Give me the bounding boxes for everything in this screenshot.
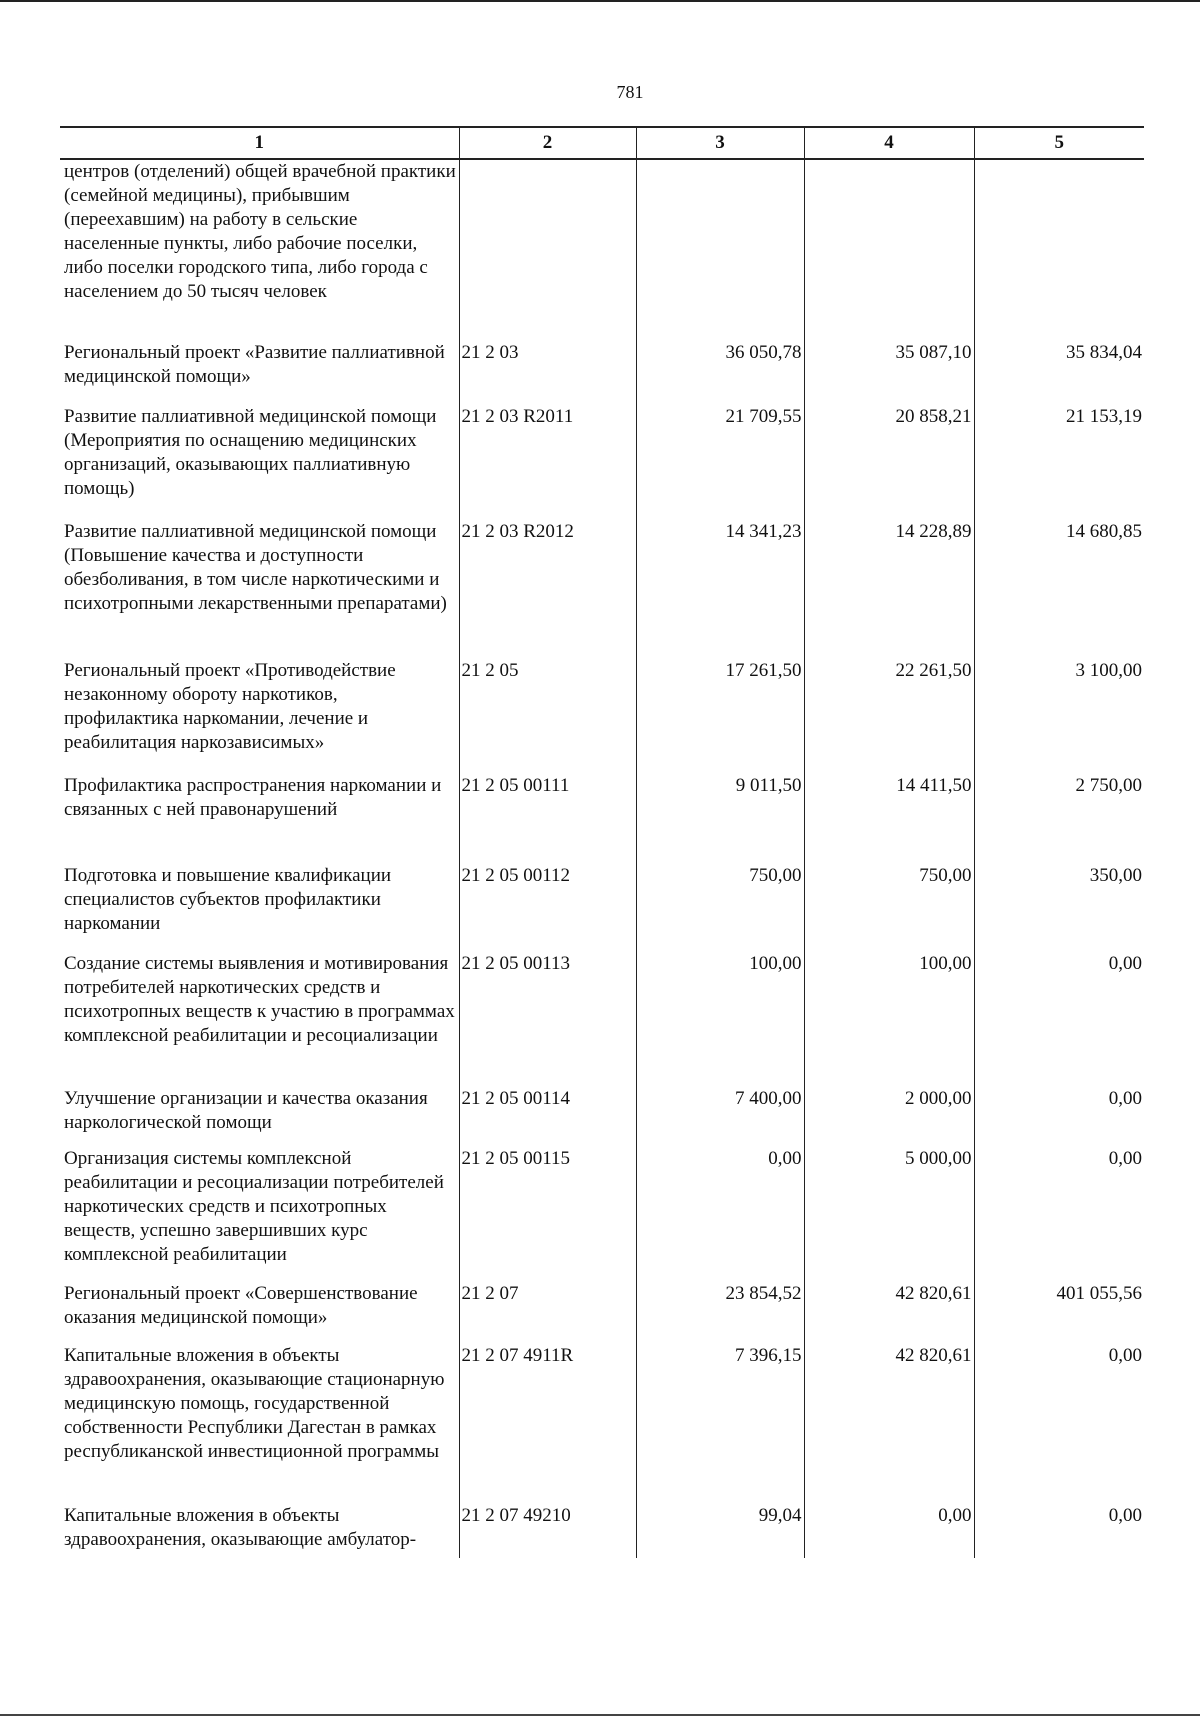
row-name: Подготовка и повышение квалификации специалистов субъектов профилактики наркомании bbox=[60, 864, 459, 952]
row-value-4: 42 820,61 bbox=[804, 1282, 974, 1344]
table-row bbox=[60, 659, 1144, 774]
row-value-5: 0,00 bbox=[974, 1087, 1144, 1147]
row-value-4: 14 411,50 bbox=[804, 774, 974, 864]
row-code: 21 2 03 R2011 bbox=[459, 405, 636, 520]
row-code bbox=[459, 159, 636, 341]
row-value-3: 750,00 bbox=[636, 864, 804, 952]
table-row bbox=[60, 520, 1144, 659]
row-value-5: 0,00 bbox=[974, 1504, 1144, 1558]
row-name: Развитие паллиативной медицинской помощи (Повышение качества и доступности обезболивания, в том числе наркотическими и психотропными лекарственными препаратами) bbox=[60, 520, 459, 659]
row-value-5: 2 750,00 bbox=[974, 774, 1144, 864]
column-header-2: 2 bbox=[459, 127, 636, 159]
row-value-3: 21 709,55 bbox=[636, 405, 804, 520]
row-name: Капитальные вложения в объекты здравоохранения, оказывающие амбулатор- bbox=[60, 1504, 459, 1558]
scan-edge-top bbox=[0, 0, 1200, 2]
row-value-3: 0,00 bbox=[636, 1147, 804, 1282]
row-value-3: 7 400,00 bbox=[636, 1087, 804, 1147]
row-value-4: 2 000,00 bbox=[804, 1087, 974, 1147]
row-code: 21 2 05 00114 bbox=[459, 1087, 636, 1147]
row-name: Региональный проект «Развитие паллиативной медицинской помощи» bbox=[60, 341, 459, 405]
row-value-4: 5 000,00 bbox=[804, 1147, 974, 1282]
row-value-5: 350,00 bbox=[974, 864, 1144, 952]
row-code: 21 2 05 00111 bbox=[459, 774, 636, 864]
table-row bbox=[60, 405, 1144, 520]
row-code: 21 2 03 R2012 bbox=[459, 520, 636, 659]
row-value-5: 0,00 bbox=[974, 1147, 1144, 1282]
row-code: 21 2 07 bbox=[459, 1282, 636, 1344]
table-row bbox=[60, 159, 1144, 341]
row-name: Улучшение организации и качества оказания наркологической помощи bbox=[60, 1087, 459, 1147]
row-value-3: 99,04 bbox=[636, 1504, 804, 1558]
table-header bbox=[60, 127, 1144, 159]
row-name: Капитальные вложения в объекты здравоохранения, оказывающие стационарную медицинскую помощь, государственной собственности Республики Дагестан в рамках республиканской инвестиционной программы bbox=[60, 1344, 459, 1504]
table-row bbox=[60, 341, 1144, 405]
row-code: 21 2 05 00115 bbox=[459, 1147, 636, 1282]
row-value-4: 750,00 bbox=[804, 864, 974, 952]
row-value-3: 9 011,50 bbox=[636, 774, 804, 864]
row-value-3 bbox=[636, 159, 804, 341]
row-value-4: 100,00 bbox=[804, 952, 974, 1087]
row-value-5: 21 153,19 bbox=[974, 405, 1144, 520]
row-value-3: 7 396,15 bbox=[636, 1344, 804, 1504]
table-row bbox=[60, 1282, 1144, 1344]
row-value-4: 42 820,61 bbox=[804, 1344, 974, 1504]
table-row bbox=[60, 1087, 1144, 1147]
table-row bbox=[60, 1504, 1144, 1558]
row-value-5: 14 680,85 bbox=[974, 520, 1144, 659]
page-number: 781 bbox=[616, 82, 644, 102]
row-value-5: 0,00 bbox=[974, 1344, 1144, 1504]
row-value-4: 14 228,89 bbox=[804, 520, 974, 659]
row-value-5 bbox=[974, 159, 1144, 341]
row-code: 21 2 05 00112 bbox=[459, 864, 636, 952]
row-name: Региональный проект «Совершенствование оказания медицинской помощи» bbox=[60, 1282, 459, 1344]
row-name: Региональный проект «Противодействие незаконному обороту наркотиков, профилактика наркомании, лечение и реабилитация наркозависимых» bbox=[60, 659, 459, 774]
table-body bbox=[60, 159, 1144, 1558]
row-name: центров (отделений) общей врачебной практики (семейной медицины), прибывшим (переехавшим) на работу в сельские населенные пункты, либо рабочие поселки, либо поселки городского типа, либо города с населением до 50 тысяч человек bbox=[60, 159, 459, 341]
row-value-3: 23 854,52 bbox=[636, 1282, 804, 1344]
row-value-3: 14 341,23 bbox=[636, 520, 804, 659]
row-code: 21 2 03 bbox=[459, 341, 636, 405]
row-name: Развитие паллиативной медицинской помощи (Мероприятия по оснащению медицинских организаций, оказывающих паллиативную помощь) bbox=[60, 405, 459, 520]
column-header-5: 5 bbox=[974, 127, 1144, 159]
column-header-3: 3 bbox=[636, 127, 804, 159]
column-header-1: 1 bbox=[60, 127, 459, 159]
row-value-3: 36 050,78 bbox=[636, 341, 804, 405]
row-value-5: 3 100,00 bbox=[974, 659, 1144, 774]
table-row bbox=[60, 1147, 1144, 1282]
row-code: 21 2 05 bbox=[459, 659, 636, 774]
row-value-5: 0,00 bbox=[974, 952, 1144, 1087]
table-row bbox=[60, 1344, 1144, 1504]
column-header-4: 4 bbox=[804, 127, 974, 159]
row-code: 21 2 07 49210 bbox=[459, 1504, 636, 1558]
row-value-5: 35 834,04 bbox=[974, 341, 1144, 405]
row-value-4: 0,00 bbox=[804, 1504, 974, 1558]
row-name: Профилактика распространения наркомании и связанных с ней правонарушений bbox=[60, 774, 459, 864]
table-row bbox=[60, 774, 1144, 864]
row-value-4: 20 858,21 bbox=[804, 405, 974, 520]
row-code: 21 2 05 00113 bbox=[459, 952, 636, 1087]
row-value-4 bbox=[804, 159, 974, 341]
row-value-4: 22 261,50 bbox=[804, 659, 974, 774]
row-value-3: 17 261,50 bbox=[636, 659, 804, 774]
scan-edge-bottom bbox=[0, 1714, 1200, 1716]
table-row bbox=[60, 864, 1144, 952]
header-row bbox=[60, 127, 1144, 159]
row-value-5: 401 055,56 bbox=[974, 1282, 1144, 1344]
row-value-3: 100,00 bbox=[636, 952, 804, 1087]
row-code: 21 2 07 4911R bbox=[459, 1344, 636, 1504]
row-name: Организация системы комплексной реабилитации и ресоциализации потребителей наркотических средств и психотропных веществ, успешно завершивших курс комплексной реабилитации bbox=[60, 1147, 459, 1282]
table-row bbox=[60, 952, 1144, 1087]
row-value-4: 35 087,10 bbox=[804, 341, 974, 405]
budget-table bbox=[60, 126, 1144, 1558]
row-name: Создание системы выявления и мотивирования потребителей наркотических средств и психотропных веществ к участию в программах комплексной реабилитации и ресоциализации bbox=[60, 952, 459, 1087]
